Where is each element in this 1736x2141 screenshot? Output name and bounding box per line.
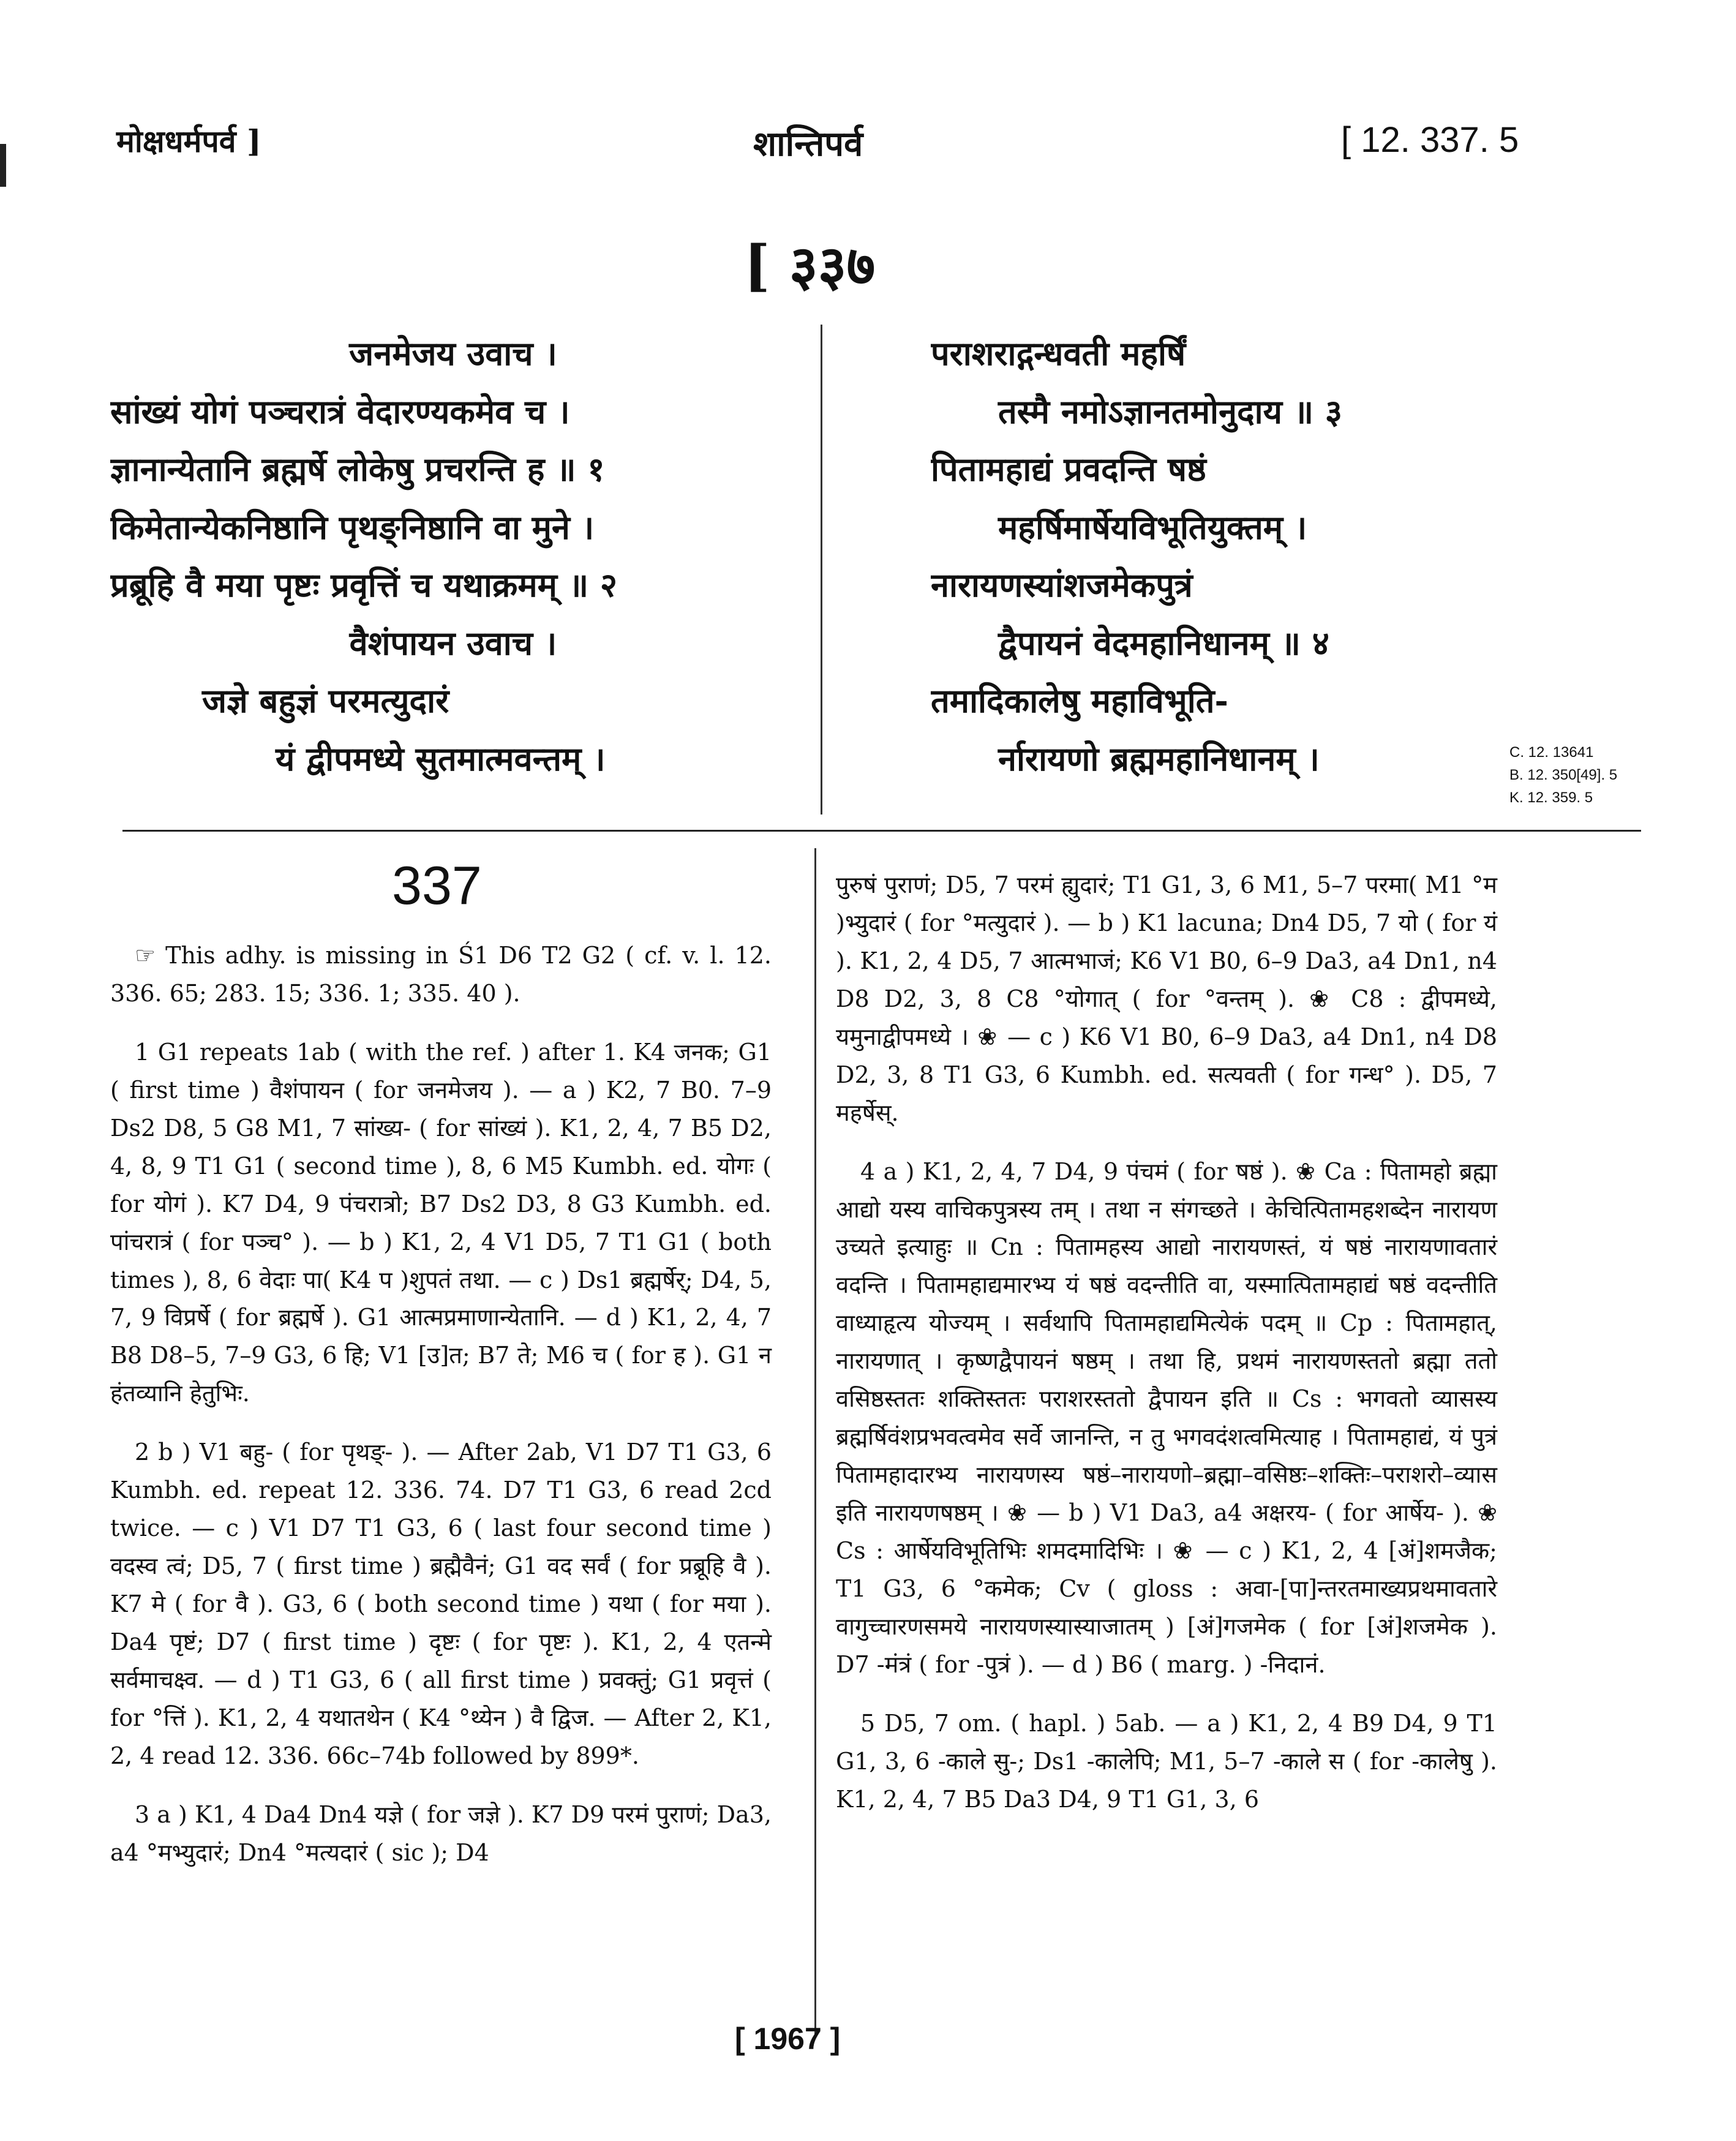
notes-column-divider — [814, 848, 816, 2036]
note-paragraph: ☞ This adhy. is missing in Ś1 D6 T2 G2 ( cf. v. l. 12. 336. 65; 283. 15; 336. 1; 335. 40 ). — [110, 942, 772, 1007]
verse-line: ज्ञानान्येतानि ब्रह्मर्षे लोकेषु प्रचरन्ति ह ॥ १ — [110, 450, 605, 489]
note-paragraph: 1 G1 repeats 1ab ( with the ref. ) after 1. K4 जनक; G1 ( first time ) वैशंपायन ( for जनमेजय ). — a ) K2, 7 B0. 7–9 Ds2 D8, 5 G8 M1, 7 सांख्य- ( for सांख्यं ). K1, 2, 4, 7 B5 D2, 4, 8, 9 T1 G1 ( second time ), 8, 6 M5 Kumbh. ed. योगः ( for योगं ). K7 D4, 9 पंचरात्रो; B7 Ds2 D3, 8 G3 Kumbh. ed. पांचरात्रं ( for पञ्च° ). — b ) K1, 2, 4 V1 D5, 7 T1 G1 ( both times ), 8, 6 वेदाः पा( K4 प )शुपतं तथा. — c ) Ds1 ब्रह्मर्षेर्; D4, 5, 7, 9 विप्रर्षे ( for ब्रह्मर्षे ). G1 आत्मप्रमाणान्येतानि. — d ) K1, 2, 4, 7 B8 D8–5, 7–9 G3, 6 हि; V1 [उ]त; B7 ते; M6 च ( for ह ). G1 न हंतव्यानि हेतुभिः. — [110, 1038, 772, 1407]
verse-line: महर्षिमार्षेयविभूतियुक्तम् । — [998, 507, 1307, 547]
note-paragraph: 5 D5, 7 om. ( hapl. ) 5ab. — a ) K1, 2, 4 B9 D4, 9 T1 G1, 3, 6 -काले सु-; Ds1 -कालेपि; M1, 5–7 -काले स ( for -कालेषु ). K1, 2, 4, 7 B5 Da3 D4, 9 T1 G1, 3, 6 — [836, 1709, 1497, 1813]
verse-line: तस्मै नमोऽज्ञानतमोनुदाय ॥ ३ — [998, 391, 1342, 431]
critical-notes-right — [836, 867, 1497, 1840]
note-paragraph: 2 b ) V1 बहु- ( for पृथङ्- ). — After 2ab, V1 D7 T1 G3, 6 Kumbh. ed. repeat 12. 336. 74. D7 T1 G3, 6 read 2cd twice. — c ) V1 D7 T1 G3, 6 ( last four second time ) वदस्व त्वं; D5, 7 ( first time ) ब्रह्मैवैनं; G1 वद सर्वं ( for प्रब्रूहि वै ). K7 मे ( for वै ). G3, 6 ( both second time ) यथा ( for मया ). Da4 पृष्टं; D7 ( first time ) दृष्टः ( for पृष्टः ). K1, 2, 4 एतन्मे सर्वमाचक्ष्व. — d ) T1 G3, 6 ( all first time ) प्रवक्तुं; G1 प्रवृत्तं ( for °त्तिं ). K1, 2, 4 यथातथेन ( K4 °थ्येन ) वै द्विज. — After 2, K1, 2, 4 read 12. 336. 66c–74b followed by 899*. — [110, 1439, 772, 1769]
note-paragraph: 3 a ) K1, 4 Da4 Dn4 यज्ञे ( for जज्ञे ). K7 D9 परमं पुराणं; Da3, a4 °मभ्युदारं; Dn4 °मत्यदारं ( sic ); D4 — [110, 1800, 772, 1866]
verse-line: यं द्वीपमध्ये सुतमात्मवन्तम् । — [276, 739, 606, 778]
section-title: मोक्षधर्मपर्व ] — [116, 123, 261, 159]
verse-line: द्वैपायनं वेदमहानिधानम् ॥ ४ — [998, 623, 1329, 663]
adhyaya-number-devanagari: [ ३३७ — [744, 233, 876, 298]
edition-concordance — [1509, 741, 1617, 810]
verse-line: प्रब्रूहि वै मया पृष्टः प्रवृत्तिं च यथाक्रमम् ॥ २ — [110, 565, 617, 604]
verse-line: तमादिकालेषु महाविभूति- — [931, 681, 1228, 720]
adhyaya-number: 337 — [392, 855, 482, 916]
text-apparatus-divider — [122, 830, 1641, 832]
concordance-bombay: B. 12. 350[49]. 5 — [1509, 767, 1618, 784]
concordance-calcutta: C. 12. 13641 — [1509, 744, 1594, 761]
verse-line: पराशराद्गन्धवती महर्षिं — [931, 334, 1186, 373]
verse-line: सांख्यं योगं पञ्चरात्रं वेदारण्यकमेव च । — [110, 391, 570, 431]
verse-column-divider — [821, 325, 822, 815]
verse-line: जज्ञे बहुज्ञं परमत्युदारं — [202, 681, 449, 720]
verse-line: किमेतान्येकनिष्ठानि पृथङ्निष्ठानि वा मुने । — [110, 507, 595, 547]
verse-reference: [ 12. 337. 5 — [1341, 120, 1519, 160]
speaker-line: जनमेजय उवाच । — [349, 334, 557, 373]
scan-edge-mark — [0, 144, 6, 187]
verse-column-right — [931, 325, 1555, 788]
critical-notes-left — [110, 937, 772, 1893]
note-paragraph: 4 a ) K1, 2, 4, 7 D4, 9 पंचमं ( for षष्ठं ). ❀ Ca : पितामहो ब्रह्मा आद्यो यस्य वाचिकपुत्रस्य तम् । तथा न संगच्छते । केचित्पितामहशब्देन नारायण उच्यते इत्याहुः ॥ Cn : पितामहस्य आद्यो नारायणस्तं, यं षष्ठं नारायणावतारं वदन्ति । पितामहाद्यमारभ्य यं षष्ठं वदन्तीति वा, यस्मात्पितामहाद्यं षष्ठं वदन्तीति वाध्याहृत्य योज्यम् । सर्वथापि पितामहाद्यमित्येकं पदम् ॥ Cp : पितामहात्, नारायणात् । कृष्णद्वैपायनं षष्ठम् । तथा हि, प्रथमं नारायणस्ततो ब्रह्मा ततो वसिष्ठस्ततः शक्तिस्ततः पराशरस्ततो द्वैपायन इति ॥ Cs : भगवतो व्यासस्य ब्रह्मर्षिवंशप्रभवत्वमेव सर्वे जानन्ति, न तु भगवदंशत्वमित्याह । पितामहाद्यं, यं पुत्रं पितामहादारभ्य नारायणस्य षष्ठं–नारायणो–ब्रह्मा–वसिष्ठः–शक्तिः–पराशरो–व्यास इति नारायणषष्ठम् । ❀ — b ) V1 Da3, a4 अक्षरय- ( for आर्षेय- ). ❀ Cs : आर्षेयविभूतिभिः शमदमादिभिः । ❀ — c ) K1, 2, 4 [अं]शमजैक; T1 G3, 6 °कमेक; Cv ( gloss : अवा-[पा]न्तरतमाख्यप्रथमावतारे वागुच्चारणसमये नारायणस्यास्याजातम् ) [अं]गजमेक ( for [अं]शजमेक ). D7 -मंत्रं ( for -पुत्रं ). — d ) B6 ( marg. ) -निदानं. — [836, 1157, 1497, 1678]
verse-column-left — [110, 325, 796, 788]
parvan-title: शान्तिपर्व — [753, 124, 863, 164]
speaker-line: वैशंपायन उवाच । — [349, 623, 557, 663]
concordance-kumbhakonam: K. 12. 359. 5 — [1509, 789, 1593, 807]
note-paragraph: पुरुषं पुराणं; D5, 7 परमं ह्युदारं; T1 G1, 3, 6 M1, 5–7 परमा( M1 °म )भ्युदारं ( for °मत्युदारं ). — b ) K1 lacuna; Dn4 D5, 7 यो ( for यं ). K1, 2, 4 D5, 7 आत्मभाजं; K6 V1 B0, 6–9 Da3, a4 Dn1, n4 D8 D2, 3, 8 C8 °योगात् ( for °वन्तम् ). ❀ C8 : द्वीपमध्ये, यमुनाद्वीपमध्ये । ❀ — c ) K6 V1 B0, 6–9 Da3, a4 Dn1, n4 D8 D2, 3, 8 T1 G3, 6 Kumbh. ed. सत्यवती ( for गन्ध° ). D5, 7 महर्षेस्. — [836, 871, 1497, 1126]
verse-line: नारायणस्यांशजमेकपुत्रं — [931, 565, 1193, 604]
verse-line: र्नारायणो ब्रह्ममहानिधानम् । — [998, 739, 1320, 778]
verse-line: पितामहाद्यं प्रवदन्ति षष्ठं — [931, 450, 1206, 489]
page-number: [ 1967 ] — [735, 2022, 841, 2056]
